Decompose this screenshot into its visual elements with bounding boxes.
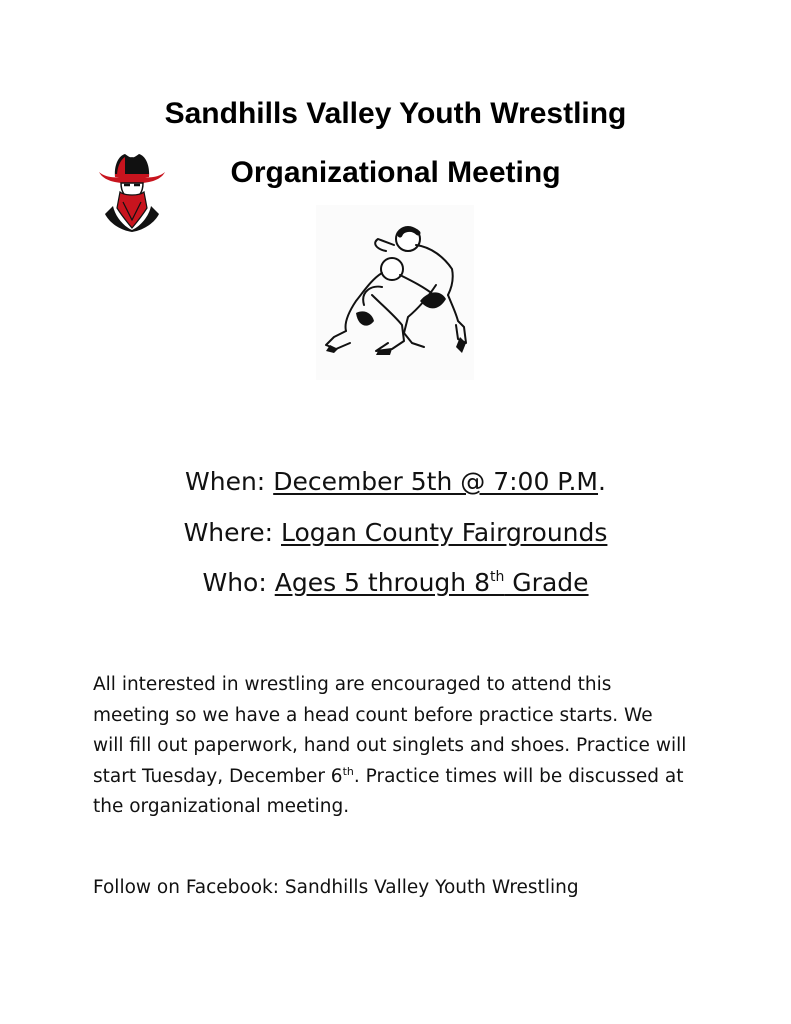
when-suffix: . xyxy=(598,467,606,496)
body-paragraph xyxy=(93,670,713,823)
where-label: Where: xyxy=(183,518,274,547)
who-value xyxy=(275,568,589,597)
when-label: When: xyxy=(185,467,266,496)
para-line: the organizational meeting. xyxy=(93,796,350,817)
para-line4-pre: start Tuesday, December 6 xyxy=(93,765,343,787)
para-line: will fill out paperwork, hand out singlets and shoes. Practice will xyxy=(93,735,687,756)
page-subtitle: Organizational Meeting xyxy=(230,156,561,189)
cowboy-bandit-mascot-icon xyxy=(97,150,167,232)
para-line: All interested in wrestling are encouraged to attend this xyxy=(93,674,612,695)
who-label: Who: xyxy=(202,568,267,597)
who-value-post: Grade xyxy=(504,568,589,597)
para-line4-post: . Practice times will be discussed at xyxy=(353,765,684,787)
facebook-follow-text: Follow on Facebook: Sandhills Valley Youth Wrestling xyxy=(93,877,579,898)
who-value-sup: th xyxy=(489,569,505,585)
para-line: meeting so we have a head count before practice starts. We xyxy=(93,704,653,726)
wrestlers-illustration-icon xyxy=(316,205,474,380)
para-line4-sup: th xyxy=(342,764,354,778)
who-line xyxy=(0,568,791,597)
when-line xyxy=(0,467,791,496)
page-title: Sandhills Valley Youth Wrestling xyxy=(164,97,627,130)
when-value: December 5th @ 7:00 P.M xyxy=(273,467,599,496)
who-value-pre: Ages 5 through 8 xyxy=(274,568,490,597)
where-line xyxy=(0,518,791,547)
para-line xyxy=(93,762,713,793)
where-value: Logan County Fairgrounds xyxy=(281,518,608,547)
